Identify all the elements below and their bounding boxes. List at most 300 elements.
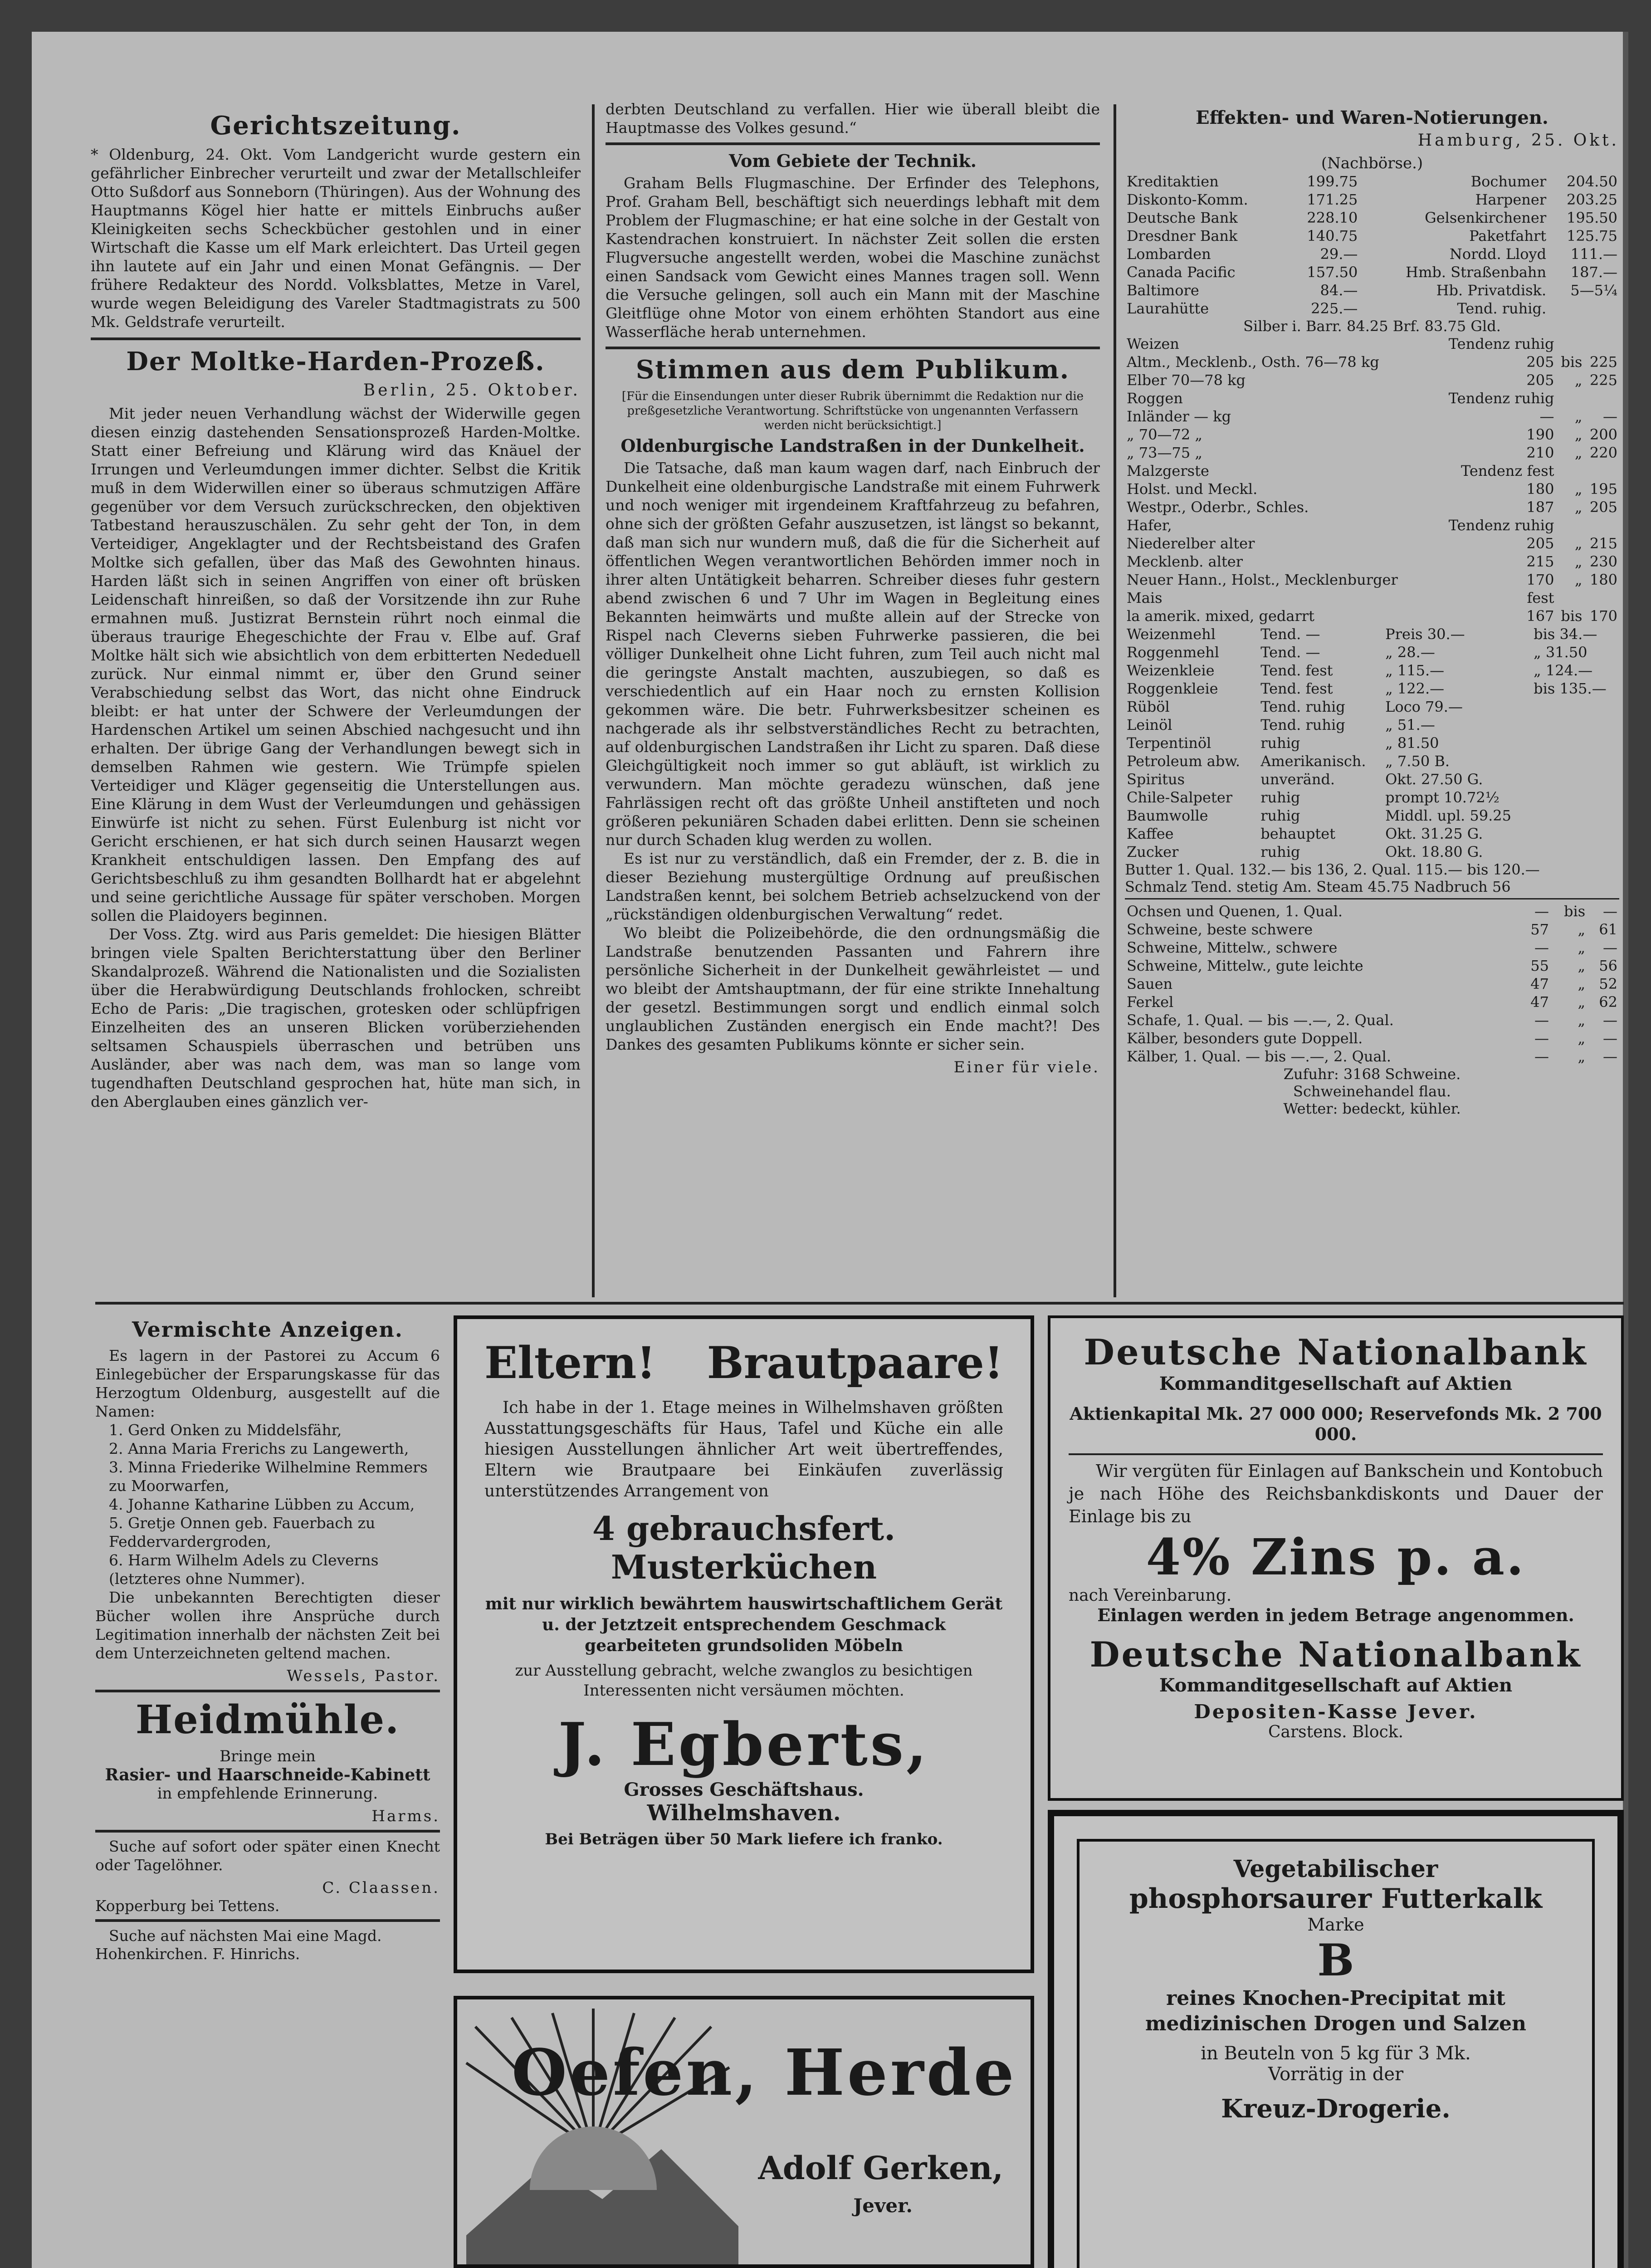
table-cell: Tend. —	[1260, 626, 1320, 643]
table-cell: „ 7.50 B.	[1385, 753, 1450, 770]
table-row	[1125, 752, 1619, 770]
table-cell: „ 81.50	[1385, 734, 1439, 752]
table-cell: Schweine, Mittelw., gute leichte	[1127, 957, 1363, 974]
table-row	[1125, 643, 1619, 661]
table-cell: 200	[1589, 426, 1617, 443]
egberts-text-1: Ich habe in der 1. Etage meines in Wilhelmshaven größten Ausstattungsgeschäfts für Haus, Tafel und Küche ein alle hiesigen Ausstellungen ähnlicher Art weit übertreffendes, Eltern wie Brautpaare bei Einkäufen zuverlässig unterstützendes Arrangement von	[484, 1398, 1003, 1501]
table-cell: Ferkel	[1127, 993, 1174, 1011]
table-cell: Malzgerste	[1127, 462, 1209, 479]
table-cell: „	[1574, 480, 1583, 498]
table-cell: Terpentinöl	[1127, 734, 1211, 752]
bank-name-2: Deutsche Nationalbank	[1089, 1634, 1582, 1675]
heidmuehle-line-2: Rasier- und Haarschneide-Kabinett	[105, 1765, 430, 1784]
egberts-eltern: Eltern!	[484, 1337, 656, 1388]
futterkalk-line-4: reines Knochen-Precipitat mit medizinischen Drogen und Salzen	[1145, 1987, 1527, 2035]
table-cell	[1532, 807, 1619, 825]
futterkalk-line-2: phosphorsaurer Futterkalk	[1129, 1883, 1543, 1915]
heidmuehle-signature: Harms.	[371, 1807, 440, 1825]
stock-quotes-table	[1125, 172, 1619, 318]
table-row	[1125, 661, 1619, 679]
futterkalk-line-1: Vegetabilischer	[1233, 1855, 1438, 1883]
bank-subtitle-2: Kommanditgesellschaft auf Aktien	[1159, 1675, 1513, 1696]
table-cell: Kälber, 1. Qual. — bis —.—, 2. Qual.	[1127, 1048, 1391, 1065]
table-cell	[1556, 589, 1584, 607]
article-landstrassen-2: Es ist nur zu verständlich, daß ein Fremder, der z. B. die in dieser Beziehung mustergültige Ordnung auf preußischen Landstraßen kennt, bei solchem Betrieb achselzuckend von der „rückständigen oldenburgischen Verwaltung“ redet.	[606, 850, 1100, 923]
table-row	[1125, 353, 1619, 371]
table-cell: „	[1574, 571, 1583, 588]
table-cell: 125.75	[1567, 227, 1617, 244]
ad-futterkalk	[1048, 1810, 1624, 2268]
signature: Einer für viele.	[953, 1058, 1100, 1076]
futterkalk-line-6: Vorrätig in der	[1268, 2064, 1404, 2085]
heading-gerichtszeitung: Gerichtszeitung.	[210, 111, 461, 141]
heidmuehle-line-1: Bringe mein	[220, 1747, 316, 1765]
table-cell: 205	[1589, 499, 1617, 516]
table-cell: „	[1578, 993, 1586, 1011]
table-cell: Tend. fest	[1260, 680, 1333, 697]
table-cell: Niederelber alter	[1127, 535, 1255, 552]
table-cell: Loco 79.—	[1385, 698, 1463, 715]
table-cell: Schweine, Mittelw., schwere	[1127, 939, 1338, 956]
table-cell: „	[1578, 957, 1586, 974]
table-row	[1125, 571, 1619, 589]
table-cell: 56	[1599, 957, 1617, 974]
table-cell: „	[1574, 371, 1583, 389]
table-cell: 180	[1526, 480, 1554, 498]
table-cell: la amerik. mixed, gedarrt	[1127, 607, 1314, 625]
table-cell: Baltimore	[1127, 282, 1199, 299]
table-row	[1125, 407, 1619, 425]
table-cell: —	[1603, 1012, 1617, 1029]
table-cell: Westpr., Oderbr., Schles.	[1127, 499, 1309, 516]
table-cell: bis	[1561, 607, 1583, 625]
newspaper-page	[32, 32, 1628, 2268]
table-row	[1125, 263, 1619, 281]
table-cell: 167	[1526, 607, 1554, 625]
table-cell: 170	[1589, 607, 1617, 625]
table-cell: 55	[1530, 957, 1549, 974]
ad-gerken-oefen	[454, 1996, 1034, 2268]
classified-ads	[95, 1315, 440, 2268]
table-cell: bis	[1561, 353, 1583, 371]
ad-egberts	[454, 1315, 1034, 1973]
table-cell: Okt. 27.50 G.	[1385, 771, 1483, 788]
table-cell: Hb. Privatdisk.	[1436, 282, 1547, 299]
table-cell: „	[1578, 1030, 1586, 1047]
table-cell: Harpener	[1475, 191, 1547, 208]
table-cell: Bochumer	[1470, 173, 1547, 190]
table-cell: „	[1578, 1012, 1586, 1029]
table-cell: 84.—	[1320, 282, 1358, 299]
commodity-quotes-table	[1125, 625, 1619, 861]
table-cell: Hmb. Straßenbahn	[1406, 264, 1547, 281]
table-cell: 62	[1599, 993, 1617, 1011]
dateline-berlin: Berlin, 25. Oktober.	[363, 381, 581, 400]
table-cell	[1532, 788, 1619, 807]
table-row	[1125, 371, 1619, 389]
bank-signatures: Carstens. Block.	[1268, 1723, 1404, 1741]
table-cell: Sauen	[1127, 975, 1173, 992]
divider	[606, 142, 1100, 145]
table-cell	[1556, 335, 1584, 353]
table-cell: —	[1603, 939, 1617, 956]
table-cell: Spiritus	[1127, 771, 1185, 788]
table-row	[1125, 245, 1619, 263]
ad-knecht-location: Kopperburg bei Tettens.	[95, 1897, 280, 1915]
table-cell: „ 70—72 „	[1127, 426, 1202, 443]
table-cell: Amerikanisch.	[1260, 753, 1366, 770]
table-cell	[1532, 698, 1619, 716]
table-row	[1125, 480, 1619, 498]
table-cell: Tendenz ruhig	[1448, 517, 1554, 534]
futterkalk-marke: Marke	[1307, 1915, 1364, 1935]
table-cell: Tend. —	[1260, 644, 1320, 661]
bank-agreement: nach Vereinbarung.	[1069, 1586, 1232, 1605]
table-cell: —	[1603, 408, 1617, 425]
table-cell: Weizen	[1127, 335, 1179, 352]
table-cell: Gelsenkirchener	[1425, 209, 1547, 226]
table-cell: —	[1534, 903, 1549, 920]
divider	[95, 1830, 440, 1833]
table-row	[1125, 172, 1619, 191]
table-cell: Kälber, besonders gute Doppell.	[1127, 1030, 1363, 1047]
table-cell: —	[1539, 408, 1554, 425]
table-cell: „ 28.—	[1385, 644, 1435, 661]
ad-pastorei-text: Es lagern in der Pastorei zu Accum 6 Einlegebücher der Ersparungskasse für das Herzogtum Oldenburg, ausgestellt auf die Namen:	[95, 1347, 440, 1420]
table-cell: „	[1574, 553, 1583, 570]
table-row	[1125, 938, 1619, 957]
table-row	[1125, 552, 1619, 571]
egberts-musterkuechen: 4 gebrauchsfert. Musterküchen	[592, 1509, 896, 1586]
table-cell: 52	[1599, 975, 1617, 992]
table-cell: behauptet	[1260, 825, 1336, 842]
table-cell: ruhig	[1260, 807, 1300, 824]
ad-pastorei-text-2: Die unbekannten Berechtigten dieser Bücher wollen ihre Ansprüche durch Legitimation innerhalb der nächsten Zeit bei dem Unterzeichneten geltend machen.	[95, 1589, 440, 1662]
table-cell: „ 31.50	[1534, 644, 1588, 661]
table-cell: 187.—	[1570, 264, 1617, 281]
table-row	[1125, 807, 1619, 825]
article-oldenburg: * Oldenburg, 24. Okt. Vom Landgericht wurde gestern ein gefährlicher Einbrecher verurteilt und zwar der Metallschleifer Otto Sußdorf aus Sonneborn (Thüringen). Aus der Wohnung des Hauptmanns Kögel hier hatte er mittels Einbruchs außer Kleinigkeiten sechs Scheckbücher gestohlen und in einer Wirtschaft die Kasse um elf Mark erleichtert. Das Urteil gegen ihn lautete auf ein Jahr und einen Monat Gefängnis. — Der frühere Redakteur des Nordd. Volksblattes, Metze in Varel, wurde wegen Beleidigung des Vareler Stadtmagistrats zu 500 Mk. Geldstrafe verurteilt.	[91, 146, 581, 331]
table-cell: „	[1574, 426, 1583, 443]
table-row	[1125, 462, 1619, 480]
table-cell: 157.50	[1307, 264, 1358, 281]
heading-heidmuehle: Heidmühle.	[135, 1697, 400, 1743]
table-cell: Nordd. Lloyd	[1449, 245, 1547, 263]
table-cell: Dresdner Bank	[1127, 227, 1238, 244]
table-cell: 187	[1526, 499, 1554, 516]
table-cell: 225	[1589, 353, 1617, 371]
divider	[1069, 1453, 1603, 1455]
egberts-text-2: mit nur wirklich bewährtem hauswirtschaftlichem Gerät u. der Jetztzeit entsprechendem Geschmack gearbeiteten grundsoliden Möbeln	[485, 1594, 1003, 1655]
table-cell	[1532, 825, 1619, 843]
egberts-name: J. Egberts,	[558, 1710, 930, 1779]
table-cell: „ 73—75 „	[1127, 444, 1202, 461]
table-cell	[1584, 462, 1619, 480]
table-cell: Roggenmehl	[1127, 644, 1219, 661]
futterkalk-line-5: in Beuteln von 5 kg für 3 Mk.	[1201, 2043, 1471, 2064]
heading-landstrassen: Oldenburgische Landstraßen in der Dunkelheit.	[620, 435, 1085, 456]
column-court-news	[91, 109, 581, 1297]
heading-stimmen: Stimmen aus dem Publikum.	[635, 355, 1070, 385]
table-cell: „	[1574, 535, 1583, 552]
table-cell: 205	[1526, 535, 1554, 552]
table-cell: Chile-Salpeter	[1127, 789, 1233, 806]
table-cell: Tendenz ruhig	[1448, 335, 1554, 352]
heading-vermischte: Vermischte Anzeigen.	[132, 1317, 403, 1342]
list-item: 6. Harm Wilhelm Adels zu Cleverns (letzteres ohne Nummer).	[109, 1551, 379, 1588]
dateline-hamburg: Hamburg, 25. Okt.	[1417, 131, 1619, 150]
table-cell: —	[1534, 1048, 1549, 1065]
list-item: 5. Gretje Onnen geb. Fauerbach zu Feddervardergroden,	[109, 1514, 376, 1550]
table-row	[1125, 299, 1619, 318]
table-cell: Ochsen und Quenen, 1. Qual.	[1127, 903, 1343, 920]
table-row	[1125, 975, 1619, 993]
table-cell	[1584, 589, 1619, 607]
section-rule	[95, 1302, 1624, 1305]
table-cell: 205	[1526, 353, 1554, 371]
table-cell: prompt 10.72½	[1385, 789, 1500, 806]
table-cell: Baumwolle	[1127, 807, 1208, 824]
divider	[1125, 898, 1619, 899]
table-cell	[1532, 752, 1619, 770]
table-cell	[1556, 516, 1584, 534]
table-row	[1125, 716, 1619, 734]
divider	[95, 1919, 440, 1922]
table-cell: —	[1603, 1030, 1617, 1047]
schmalz-quote: Schmalz Tend. stetig Am. Steam 45.75 Nadbruch 56	[1125, 878, 1511, 895]
table-row	[1125, 920, 1619, 938]
table-cell: —	[1603, 1048, 1617, 1065]
table-cell: Weizenmehl	[1127, 626, 1216, 643]
table-cell: 180	[1589, 571, 1617, 588]
table-row	[1125, 498, 1619, 516]
column-market-quotes	[1125, 104, 1619, 1293]
table-cell: 171.25	[1307, 191, 1358, 208]
table-cell: 29.—	[1320, 245, 1358, 263]
continuation-text: derbten Deutschland zu verfallen. Hier wie überall bleibt die Hauptmasse des Volkes gesund.“	[606, 100, 1100, 137]
table-cell: „ 51.—	[1385, 716, 1435, 733]
table-row	[1125, 534, 1619, 552]
subheading-nachboerse: (Nachbörse.)	[1321, 154, 1423, 172]
table-cell: Laurahütte	[1127, 300, 1209, 317]
heading-technik: Vom Gebiete der Technik.	[728, 151, 977, 171]
table-cell: ruhig	[1260, 734, 1300, 752]
table-cell: 195.50	[1567, 209, 1617, 226]
ad-magd-signature: Hohenkirchen. F. Hinrichs.	[95, 1945, 300, 1963]
butter-quote: Butter 1. Qual. 132.— bis 136, 2. Qual. 115.— bis 120.—	[1125, 861, 1540, 878]
egberts-city: Wilhelmshaven.	[647, 1800, 841, 1826]
table-cell	[1532, 843, 1619, 861]
table-cell: Okt. 18.80 G.	[1385, 843, 1483, 860]
table-cell: „ 124.—	[1534, 662, 1593, 679]
column-rule	[1114, 104, 1116, 1297]
table-cell: „	[1578, 921, 1586, 938]
gerken-jever: Jever.	[853, 2195, 913, 2217]
table-cell: Schafe, 1. Qual. — bis —.—, 2. Qual.	[1127, 1012, 1394, 1029]
table-cell: Schweine, beste schwere	[1127, 921, 1313, 938]
table-cell: „	[1574, 499, 1583, 516]
heading-moltke-harden: Der Moltke-Harden-Prozeß.	[126, 347, 545, 376]
table-row	[1125, 993, 1619, 1011]
table-row	[1125, 1011, 1619, 1029]
table-cell: Tend. ruhig	[1260, 698, 1345, 715]
egberts-brautpaare: Brautpaare!	[707, 1337, 1003, 1388]
table-cell: Weizenkleie	[1127, 662, 1215, 679]
table-row	[1125, 425, 1619, 444]
table-cell	[1556, 462, 1584, 480]
table-row	[1125, 825, 1619, 843]
table-cell: —	[1534, 939, 1549, 956]
bank-name: Deutsche Nationalbank	[1084, 1332, 1588, 1373]
article-landstrassen: Die Tatsache, daß man kaum wagen darf, nach Einbruch der Dunkelheit eine oldenburgische Landstraße mit einem Fuhrwerk und noch weniger mit irgendeinem Kraftfahrzeug zu befahren, ohne sich der größten Gefahr auszusetzen, ist längst so bekannt, daß man sich nur wundern muß, daß die für die Sicherheit auf öffentlichen Wegen verantwortlichen Behörden immer noch in ihrer alten Untätigkeit beharren. Schreiber dieses fuhr gestern abend zwischen 6 und 7 Uhr im Wagen in Begleitung eines Bekannten heimwärts und mußte allein auf der Strecke von Rispel nach Cleverns sieben Fuhrwerke passieren, die bei völliger Dunkelheit ohne Licht fuhren, zum Teil auch nicht mal die geringste Anstalt machten, auszubiegen, so daß es verschiedentlich auf ein Haar noch zu ernsten Kollision gekommen wäre. Die betr. Fuhrwerksbesitzer scheinen es nachgerade als ihr selbstverständliches Recht zu betrachten, auf oldenburgischen Landstraßen ihr Licht zu sparen. Daß diese Gleichgültigkeit noch immer so gut abläuft, ist wirklich zu verwundern. Man möchte geradezu wünschen, daß jene Fahrlässigen recht oft das größte Unheil anstifteten und noch größeren pekuniären Schaden dabei erlitten. Denn sie scheinen nur durch Schaden klug werden zu wollen.	[606, 459, 1100, 849]
table-cell: 199.75	[1307, 173, 1358, 190]
table-row	[1125, 1047, 1619, 1066]
table-cell: bis	[1563, 903, 1586, 920]
table-cell: Diskonto-Komm.	[1127, 191, 1248, 208]
table-cell: „	[1574, 408, 1583, 425]
table-cell: 225.—	[1311, 300, 1358, 317]
grain-quotes-table	[1125, 335, 1619, 625]
article-moltke-body: Mit jeder neuen Verhandlung wächst der Widerwille gegen diesen einzig dastehenden Sensationsprozeß Harden-Moltke. Statt einer Befreiung und Klärung wird das Knäuel der Irrungen und Verleumdungen immer dichter. Selbst die Kritik muß in dem Widerwillen einer so überaus schmutzigen Affäre gegenüber vor dem Versuch zurückschrecken, den objektiven Tatbestand herauszuschälen. Zu sehr geht der Ton, in dem Verteidiger, Angeklagter und der Rechtsbeistand des Grafen Moltke sich gefallen, über das Maß des Gewohnten hinaus. Harden läßt sich in seinen Angriffen von einer oft brüsken Leidenschaft hinreißen, so daß der Vorsitzende ihn zur Ruhe ermahnen muß. Justizrat Bernstein rührt noch einmal die überaus traurige Ehegeschichte der Frau v. Elbe auf. Graf Moltke hält sich wie absichtlich von dem erbitterten Nededuell zurück. Nur einmal nimmt er, über den Grund seiner Verabschiedung selbst das Wort, das nicht ohne Eindruck bleibt: er hat unter der Schwere der Verleumdungen der Hardenschen Artikel um seinen Abschied nachgesucht und ihn erhalten. Der übrige Gang der Verhandlungen bewegt sich in demselben Rahmen wie gestern. Wie Trümpfe spielen Verteidiger und Kläger gegenseitig die Unterstellungen aus. Eine Klärung in dem Wust der Verleumdungen und gehässigen Einwürfe ist nicht zu sehen. Fürst Eulenburg ist nicht vor Gericht erschienen, er hat sich durch seinen Hausarzt wegen Krankheit entschuldigen lassen. Den Empfang des auf Gerichtsbeschluß zu ihm gesandten Bollhardt hat er abgelehnt und seine gerichtliche Aussage für später verschoben. Morgen sollen die Plaidoyers beginnen.	[91, 405, 581, 924]
table-cell: Roggen	[1127, 390, 1183, 407]
table-cell: Paketfahrt	[1469, 227, 1547, 244]
table-cell: Holst. und Meckl.	[1127, 480, 1258, 498]
table-cell: 228.10	[1307, 209, 1358, 226]
egberts-text-3: zur Ausstellung gebracht, welche zwanglos zu besichtigen Interessenten nicht versäumen möchten.	[515, 1662, 973, 1700]
ad-knecht-signature: C. Claassen.	[322, 1879, 440, 1897]
table-cell: unveränd.	[1260, 771, 1335, 788]
table-cell: 5—5¼	[1570, 282, 1617, 299]
table-cell: Roggenkleie	[1127, 680, 1218, 697]
article-landstrassen-3: Wo bleibt die Polizeibehörde, die den ordnungsmäßig die Landstraße benutzenden Passanten und Fahrern ihre persönliche Sicherheit in der Dunkelheit gewährleistet — und wo bleibt der Amtshauptmann, der für eine strikte Innehaltung der gesetzl. Bestimmungen sorgt und endlich einmal solch unglaublichen Zuständen energisch ein Ende macht?! Des Dankes des gesamten Publikums könnte er sicher sein.	[606, 924, 1100, 1053]
table-cell: 204.50	[1567, 173, 1617, 190]
table-cell: 170	[1526, 571, 1554, 588]
weather-note: Wetter: bedeckt, kühler.	[1283, 1100, 1461, 1117]
table-row	[1125, 191, 1619, 209]
futterkalk-brand-b: B	[1317, 1935, 1354, 1986]
table-cell: —	[1603, 903, 1617, 920]
heidmuehle-line-3: in empfehlende Erinnerung.	[157, 1784, 378, 1803]
table-cell: Altm., Mecklenb., Osth. 76—78 kg	[1127, 353, 1379, 371]
bank-capital: Aktienkapital Mk. 27 000 000; Reservefonds Mk. 2 700 000.	[1070, 1403, 1602, 1444]
gerken-name: Adolf Gerken,	[758, 2149, 1003, 2187]
supply-note: Zufuhr: 3168 Schweine.	[1283, 1066, 1461, 1083]
table-cell: Petroleum abw.	[1127, 753, 1241, 770]
divider	[606, 347, 1100, 349]
table-cell: Zucker	[1127, 843, 1179, 860]
ad-knecht: Suche auf sofort oder später einen Knecht oder Tagelöhner.	[95, 1838, 440, 1874]
table-cell: Tend. ruhig.	[1457, 300, 1547, 317]
bank-subtitle: Kommanditgesellschaft auf Aktien	[1159, 1373, 1513, 1394]
table-cell: —	[1534, 1012, 1549, 1029]
table-cell: 195	[1589, 480, 1617, 498]
table-row	[1125, 589, 1619, 607]
table-row	[1125, 209, 1619, 227]
list-item: 1. Gerd Onken zu Middelsfähr,	[109, 1421, 342, 1439]
table-cell	[1584, 516, 1619, 534]
bank-depositenkasse: Depositen-Kasse Jever.	[1194, 1701, 1478, 1723]
table-cell	[1532, 734, 1619, 752]
table-cell: Tend. ruhig	[1260, 716, 1345, 733]
table-row	[1125, 516, 1619, 534]
table-cell: „	[1578, 939, 1586, 956]
cattle-quotes-table	[1125, 902, 1619, 1066]
table-cell: „	[1578, 975, 1586, 992]
list-item: 2. Anna Maria Frerichs zu Langewerth,	[109, 1440, 409, 1457]
table-cell: 210	[1526, 444, 1554, 461]
table-cell: —	[1534, 1030, 1549, 1047]
table-cell: 47	[1530, 975, 1549, 992]
ad-pastorei-signature: Wessels, Pastor.	[287, 1667, 440, 1685]
table-cell: Middl. upl. 59.25	[1385, 807, 1511, 824]
column-technik-publikum	[606, 100, 1100, 1297]
table-cell: 57	[1530, 921, 1549, 938]
table-cell: 215	[1526, 553, 1554, 570]
table-cell: 215	[1589, 535, 1617, 552]
table-row	[1125, 698, 1619, 716]
table-cell: ruhig	[1260, 843, 1300, 860]
table-cell: 47	[1530, 993, 1549, 1011]
table-row	[1125, 335, 1619, 353]
table-cell: Kreditaktien	[1127, 173, 1219, 190]
bank-text: Wir vergüten für Einlagen auf Bankschein und Kontobuch je nach Höhe des Reichsbankdiskonts und Dauer der Einlage bis zu	[1069, 1461, 1603, 1526]
table-row	[1125, 734, 1619, 752]
table-cell: Hafer,	[1127, 517, 1172, 534]
table-cell: 230	[1589, 553, 1617, 570]
ad-nationalbank	[1048, 1315, 1624, 1801]
table-cell: Elber 70—78 kg	[1127, 371, 1246, 389]
egberts-footer: Bei Beträgen über 50 Mark liefere ich franko.	[545, 1830, 943, 1848]
oefen-herde-title: Oefen, Herde	[512, 2036, 1017, 2110]
table-cell: 111.—	[1570, 245, 1617, 263]
table-row	[1125, 625, 1619, 643]
table-cell	[1532, 716, 1619, 734]
column-rule	[592, 104, 595, 1297]
table-cell: „ 115.—	[1385, 662, 1445, 679]
table-cell: Rüböl	[1127, 698, 1170, 715]
table-cell: bis 34.—	[1534, 626, 1597, 643]
ad-magd: Suche auf nächsten Mai eine Magd.	[109, 1927, 382, 1945]
table-cell: 205	[1526, 371, 1554, 389]
table-cell: 190	[1526, 426, 1554, 443]
table-cell: 61	[1599, 921, 1617, 938]
table-cell: Canada Pacific	[1127, 264, 1236, 281]
silver-quote: Silber i. Barr. 84.25 Brf. 83.75 Gld.	[1243, 318, 1501, 335]
table-cell: Mecklenb. alter	[1127, 553, 1243, 570]
article-moltke-paris: Der Voss. Ztg. wird aus Paris gemeldet: Die hiesigen Blätter bringen viele Spalten Berichterstattung über den Berliner Skandalprozeß. Während die Nationalisten und die Sozialisten über die Herabwürdigung Deutschlands frohlocken, schreibt Echo de Paris: „Die tragischen, grotesken oder schlüpfrigen Einzelheiten des an unseren Blicken vorüberziehenden seltsamen Schauspiels überraschen und betrüben uns Ausländer, aber was nach dem, was man so lange vom tugendhaften Deutschland gesprochen hat, hüte man sich, in den Aberglauben eines gänzlich ver-	[91, 925, 581, 1110]
table-cell: Okt. 31.25 G.	[1385, 825, 1483, 842]
table-cell: „	[1578, 1048, 1586, 1065]
table-cell: Kaffee	[1127, 825, 1174, 842]
table-cell: Tendenz fest	[1460, 462, 1554, 479]
table-cell: fest	[1527, 589, 1554, 606]
table-cell	[1584, 335, 1619, 353]
table-row	[1125, 770, 1619, 788]
heading-notierungen: Effekten- und Waren-Notierungen.	[1196, 107, 1548, 128]
table-row	[1125, 957, 1619, 975]
bank-deposits: Einlagen werden in jedem Betrage angenommen.	[1097, 1605, 1574, 1625]
list-item: 4. Johanne Katharine Lübben zu Accum,	[109, 1496, 415, 1513]
table-cell: „ 122.—	[1385, 680, 1445, 697]
table-cell: 220	[1589, 444, 1617, 461]
table-cell	[1548, 299, 1619, 318]
table-cell: ruhig	[1260, 789, 1300, 806]
table-row	[1125, 444, 1619, 462]
table-row	[1125, 389, 1619, 407]
table-cell: 203.25	[1567, 191, 1617, 208]
table-cell: „	[1574, 444, 1583, 461]
table-row	[1125, 679, 1619, 698]
